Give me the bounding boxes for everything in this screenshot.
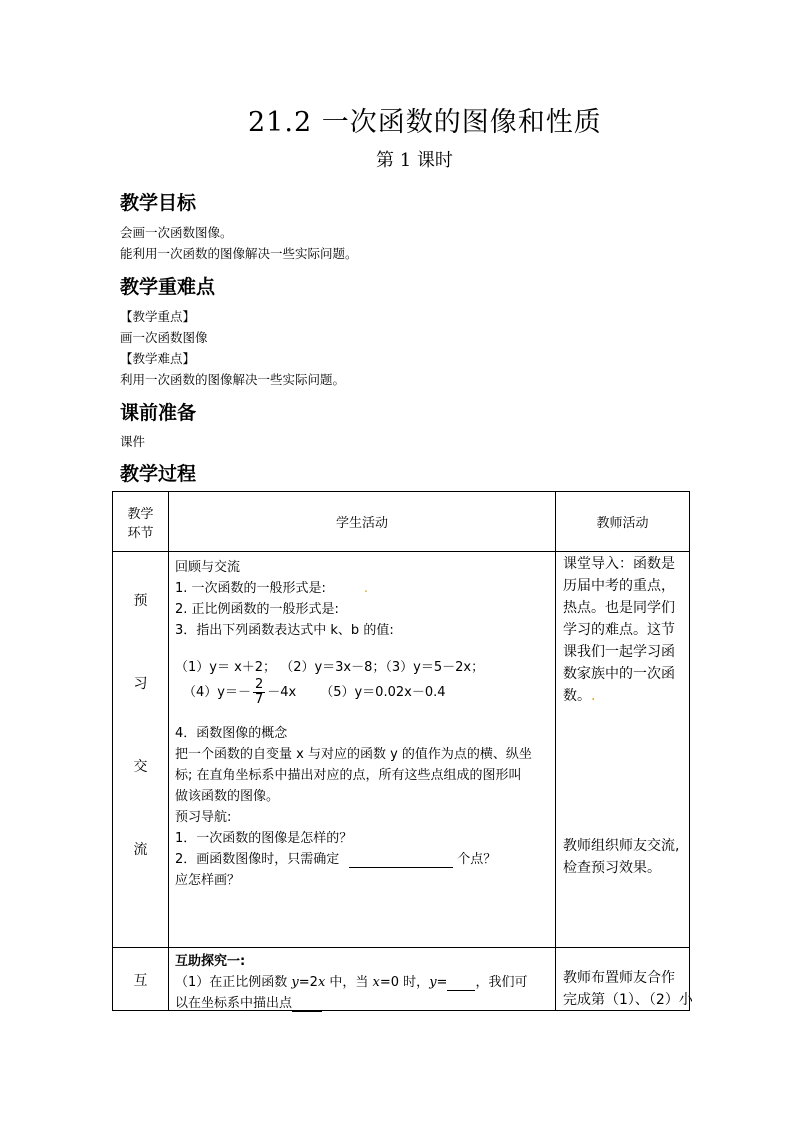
row1-teacher-cell [556, 552, 690, 948]
student-line-text: （1）在正比例函数 [175, 975, 292, 990]
teacher-line: 历届中考的重点， [563, 578, 675, 594]
student-line: （1）y＝ x＋2； （2）y＝3x－8；（3）y＝5－2x； [175, 660, 485, 675]
variable: x [317, 975, 326, 990]
table-row [113, 948, 690, 1011]
goal-line-1: 会画一次函数图像。 [120, 225, 233, 240]
header-section-line1: 教学 [127, 506, 154, 522]
teacher-line: 数家族中的一次函 [563, 666, 675, 682]
row2-student-cell [169, 948, 556, 1011]
fraction-denominator: 7 [254, 692, 264, 707]
row2-teacher-cell [556, 948, 693, 1011]
section-char: 习 [133, 676, 148, 692]
teacher-line: 课堂导入：函数是 [563, 556, 675, 572]
answer-blank[interactable] [447, 975, 475, 991]
student-line: 做该函数的图像。 [175, 789, 280, 804]
fraction-numerator: 2 [254, 677, 264, 692]
table-header-row [113, 492, 690, 552]
student-line-text: 个点？ [457, 852, 497, 867]
student-line: 1. 一次函数的一般形式是: . [175, 581, 369, 596]
student-line-text: ，我们可 [475, 975, 528, 990]
header-section-line2: 环节 [127, 525, 154, 541]
header-teacher-cell: 教师活动 [556, 492, 690, 552]
student-line: 把一个函数的自变量 x 与对应的函数 y 的值作为点的横、纵坐 [175, 747, 532, 762]
student-line: 标; 在直角坐标系中描出对应的点，所有这些点组成的图形叫 [175, 768, 522, 783]
formula-part: （4）y＝－ [183, 685, 251, 700]
row1-section-cell [113, 552, 169, 948]
header-section-cell [113, 492, 169, 552]
student-line: 回顾与交流 [175, 560, 241, 575]
student-line [183, 678, 446, 707]
teacher-line-text: 数。 [563, 688, 591, 704]
row2-section-cell [113, 948, 169, 1011]
answer-blank[interactable] [292, 996, 322, 1012]
student-line-text: =0 时， [379, 975, 430, 990]
student-line: 预习导航: [175, 810, 232, 825]
header-student-cell: 学生活动 [169, 492, 556, 552]
goals-heading: 教学目标 [120, 192, 197, 214]
formula-part: －4x [267, 685, 297, 700]
student-line: 应怎样画？ [175, 873, 241, 888]
student-line: 互助探究一: [175, 954, 246, 969]
teacher-line: 课我们一起学习函 [563, 644, 675, 660]
student-line: 3．指出下列函数表达式中 k、b 的值: [175, 623, 394, 638]
student-line-text: 中，当 [325, 975, 373, 990]
student-line [175, 848, 496, 868]
lesson-subtitle: 第 1 课时 [376, 150, 453, 171]
prep-text: 课件 [120, 434, 146, 449]
teacher-line: 教师组织师友交流, [563, 838, 680, 854]
section-char: 预 [133, 593, 148, 609]
teacher-line: 数。. [563, 688, 596, 704]
teacher-line: 完成第（1）、（2）小 [563, 992, 693, 1008]
student-line: 2. 正比例函数的一般形式是: [175, 602, 339, 617]
formula-part: （5）y＝0.02x－0.4 [320, 685, 446, 700]
student-line-text: 2．画函数图像时，只需确定 [175, 852, 340, 867]
student-line-text: 1. 一次函数的一般形式是: [175, 581, 326, 596]
page-title: 21.2 一次函数的图像和性质 [248, 107, 602, 138]
section-char: 互 [133, 973, 148, 989]
keypoints-heading: 教学重难点 [120, 276, 216, 298]
teacher-line: 学习的难点。这节 [563, 622, 675, 638]
student-line: 4．函数图像的概念 [175, 726, 288, 741]
section-char: 流 [133, 842, 148, 858]
process-heading: 教学过程 [120, 463, 197, 485]
student-line-text: 以在坐标系中描出点 [175, 996, 293, 1011]
student-line: 1．一次函数的图像是怎样的？ [175, 831, 353, 846]
teacher-line: 教师布置师友合作 [563, 970, 675, 986]
focus-label: 【教学重点】 [120, 309, 196, 324]
table-row [113, 552, 690, 948]
focus-text: 画一次函数图像 [120, 330, 208, 345]
row1-student-cell [169, 552, 556, 948]
student-line-text: = [436, 975, 448, 990]
prep-heading: 课前准备 [120, 402, 197, 424]
fraction [253, 678, 265, 707]
variable: y [429, 975, 437, 990]
section-char: 交 [133, 759, 148, 775]
process-table [112, 491, 693, 1011]
teacher-line: 检查预习效果。 [563, 860, 661, 876]
student-line-text: =2 [298, 975, 318, 990]
variable: x [372, 975, 380, 990]
variable: y [291, 975, 299, 990]
difficulty-text: 利用一次函数的图像解决一些实际问题。 [120, 372, 346, 387]
goal-line-2: 能利用一次函数的图像解决一些实际问题。 [120, 246, 358, 261]
answer-blank[interactable] [349, 852, 453, 868]
student-line [175, 971, 527, 991]
teacher-line: 热点。也是同学们 [563, 600, 675, 616]
student-line [175, 992, 322, 1012]
difficulty-label: 【教学难点】 [120, 351, 196, 366]
